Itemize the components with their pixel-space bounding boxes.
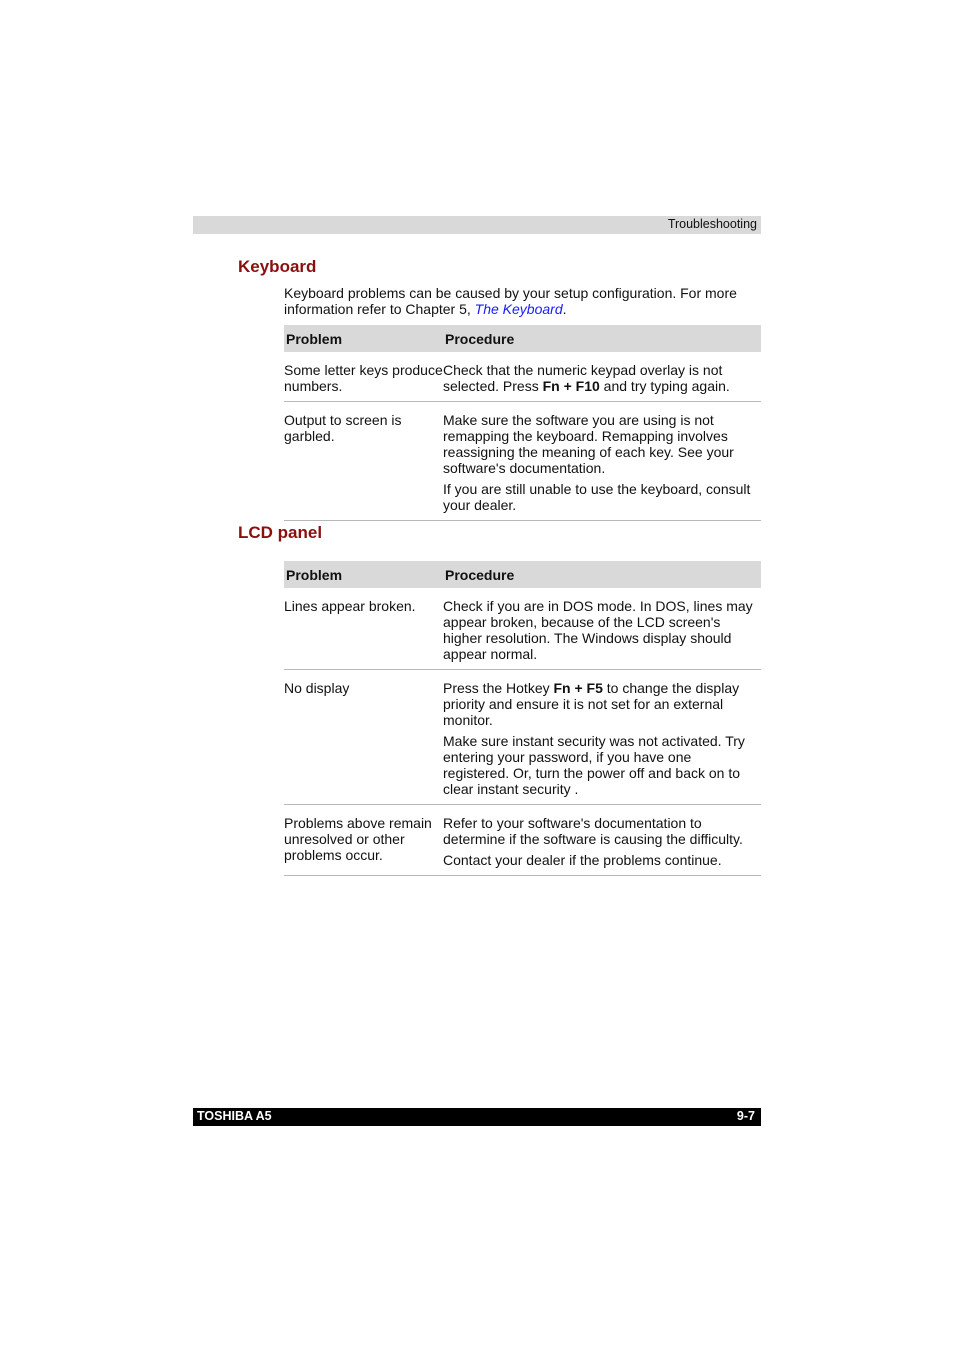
procedure-text: Make sure the software you are using is not remapping the keyboard. Remapping involves reassigning the meaning of each key. See your software's documentation.: [443, 412, 734, 476]
procedure-text: Refer to your software's documentation to determine if the software is causing the difficulty.: [443, 815, 743, 847]
procedure-text: Press the Hotkey: [443, 680, 554, 696]
column-header-procedure: Procedure: [443, 561, 761, 588]
procedure-cell: [443, 402, 761, 521]
keyboard-heading: Keyboard: [238, 257, 317, 276]
keyboard-intro: [284, 285, 762, 317]
procedure-paragraph: [443, 598, 761, 662]
procedure-paragraph: [443, 733, 761, 797]
keyboard-rows: [284, 352, 761, 521]
procedure-text: and try typing again.: [599, 378, 730, 394]
procedure-paragraph: [443, 362, 761, 394]
problem-cell: Some letter keys produce numbers.: [284, 352, 443, 402]
footer-page-number: 9-7: [736, 1109, 755, 1123]
procedure-text: Make sure instant security was not activated. Try entering your password, if you have one registered. Or, turn the power off and back on to clear instant security .: [443, 733, 745, 797]
lcd-heading: LCD panel: [238, 523, 323, 542]
table-row: [284, 670, 761, 805]
procedure-text: If you are still unable to use the keyboard, consult your dealer.: [443, 481, 751, 513]
lcd-rows: [284, 588, 761, 876]
hotkey-text: Fn + F10: [542, 378, 600, 394]
hotkey-text: Fn + F5: [553, 680, 603, 696]
lcd-table: [284, 561, 761, 876]
procedure-paragraph: [443, 412, 761, 476]
procedure-text: Check that the numeric keypad overlay is not selected. Press: [443, 362, 723, 394]
procedure-paragraph: [443, 680, 761, 728]
problem-cell: Problems above remain unresolved or other problems occur.: [284, 805, 443, 876]
procedure-paragraph: [443, 481, 761, 513]
procedure-paragraph: [443, 815, 761, 847]
procedure-cell: [443, 352, 761, 402]
running-header: [193, 216, 761, 234]
table-row: [284, 352, 761, 402]
problem-cell: No display: [284, 670, 443, 805]
column-header-problem: Problem: [284, 325, 443, 352]
procedure-cell: [443, 670, 761, 805]
procedure-cell: [443, 588, 761, 670]
table-row: [284, 805, 761, 876]
problem-cell: Output to screen is garbled.: [284, 402, 443, 521]
procedure-text: Contact your dealer if the problems continue.: [443, 852, 722, 868]
keyboard-table: [284, 325, 761, 521]
footer-product: TOSHIBA A5: [197, 1109, 272, 1123]
procedure-paragraph: [443, 852, 761, 868]
procedure-text: to change the display priority and ensure it is not set for an external monitor.: [443, 680, 740, 728]
intro-text: Keyboard problems can be caused by your setup configuration. For more information refer to Chapter 5,: [284, 285, 737, 317]
running-footer: [193, 1108, 761, 1126]
header-section-name: Troubleshooting: [667, 217, 757, 231]
table-header-row: [284, 325, 761, 352]
table-row: [284, 402, 761, 521]
problem-cell: Lines appear broken.: [284, 588, 443, 670]
column-header-problem: Problem: [284, 561, 443, 588]
procedure-text: Check if you are in DOS mode. In DOS, lines may appear broken, because of the LCD screen's higher resolution. The Windows display should appear normal.: [443, 598, 753, 662]
procedure-cell: [443, 805, 761, 876]
column-header-procedure: Procedure: [443, 325, 761, 352]
table-header-row: [284, 561, 761, 588]
keyboard-chapter-link[interactable]: The Keyboard: [474, 301, 563, 317]
table-row: [284, 588, 761, 670]
intro-end: .: [562, 301, 567, 317]
